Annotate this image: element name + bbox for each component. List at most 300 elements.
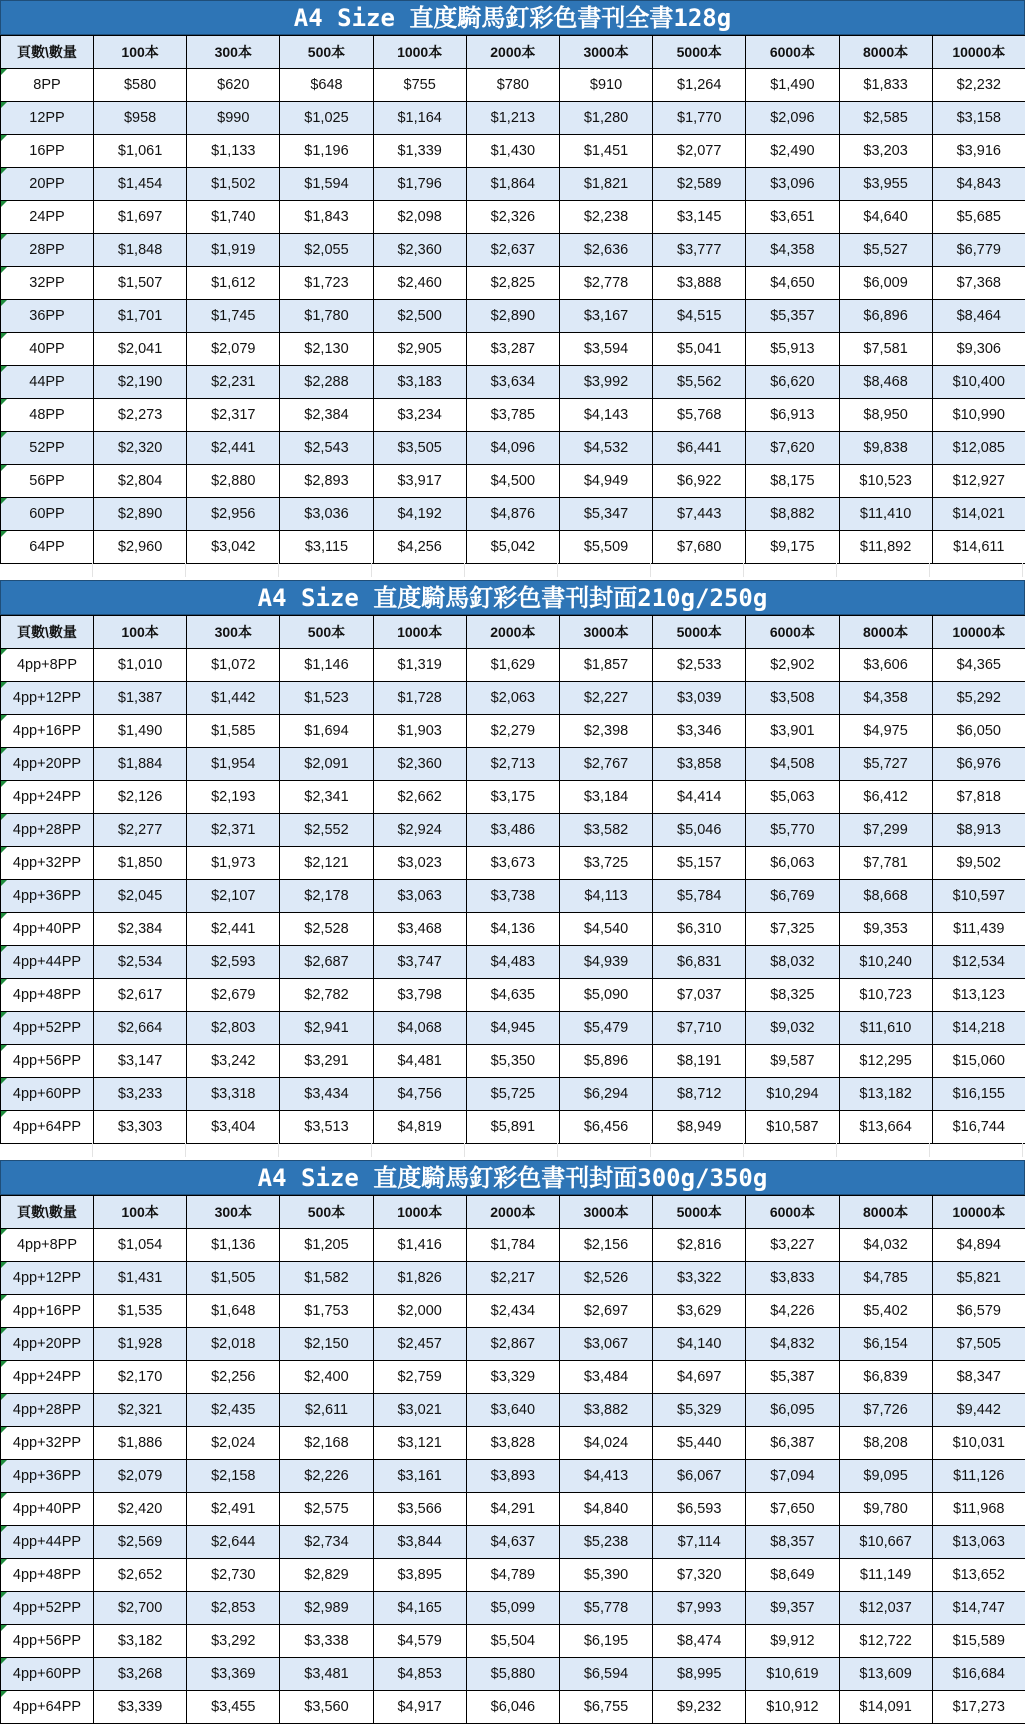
price-cell: $1,196 [280,135,373,168]
header-quantity: 8000本 [839,1196,932,1229]
price-cell: $5,157 [653,847,746,880]
price-cell: $1,387 [94,682,187,715]
row-label-pages: 4pp+48PP [1,1559,94,1592]
price-cell: $2,956 [187,498,280,531]
price-cell: $3,455 [187,1691,280,1724]
price-cell: $10,912 [746,1691,839,1724]
price-cell: $10,400 [932,366,1025,399]
table-row [1,1691,1025,1724]
price-cell: $2,679 [187,979,280,1012]
price-cell: $3,063 [373,880,466,913]
row-label-pages: 4pp+52PP [1,1012,94,1045]
price-cell: $8,882 [746,498,839,531]
price-cell: $990 [187,102,280,135]
price-cell: $3,175 [466,781,559,814]
price-cell: $6,579 [932,1295,1025,1328]
price-cell: $3,833 [746,1262,839,1295]
price-cell: $4,414 [653,781,746,814]
price-cell: $5,350 [466,1045,559,1078]
price-cell: $14,747 [932,1592,1025,1625]
price-cell: $4,256 [373,531,466,564]
price-cell: $14,218 [932,1012,1025,1045]
section-gap [0,563,1025,577]
gap-column-guide [465,563,558,577]
price-cell: $2,384 [94,913,187,946]
table-row [1,201,1025,234]
table-row [1,1460,1025,1493]
price-cell: $2,893 [280,465,373,498]
price-cell: $3,042 [187,531,280,564]
price-cell: $14,021 [932,498,1025,531]
price-cell: $3,917 [373,465,466,498]
price-cell: $10,587 [746,1111,839,1144]
price-cell: $2,273 [94,399,187,432]
price-cell: $1,612 [187,267,280,300]
gap-column-guide [372,1143,465,1157]
price-cell: $5,562 [653,366,746,399]
price-cell: $2,687 [280,946,373,979]
price-cell: $1,585 [187,715,280,748]
price-cell: $3,268 [94,1658,187,1691]
price-cell: $4,789 [466,1559,559,1592]
row-label-pages: 4pp+24PP [1,781,94,814]
price-cell: $10,667 [839,1526,932,1559]
price-cell: $7,620 [746,432,839,465]
section-title: A4 Size 直度騎馬釘彩色書刊封面300g/350g [0,1160,1025,1195]
price-cell: $3,777 [653,234,746,267]
table-row [1,399,1025,432]
price-cell: $4,136 [466,913,559,946]
row-label-pages: 4pp+60PP [1,1658,94,1691]
gap-column-guide [744,1143,837,1157]
header-quantity: 6000本 [746,1196,839,1229]
price-cell: $3,203 [839,135,932,168]
price-cell: $5,509 [559,531,652,564]
price-cell: $12,534 [932,946,1025,979]
price-cell: $2,457 [373,1328,466,1361]
price-cell: $3,115 [280,531,373,564]
price-cell: $10,597 [932,880,1025,913]
price-cell: $3,594 [559,333,652,366]
price-cell: $3,901 [746,715,839,748]
row-label-pages: 40PP [1,333,94,366]
price-cell: $3,227 [746,1229,839,1262]
price-cell: $2,434 [466,1295,559,1328]
header-quantity: 6000本 [746,616,839,649]
table-row [1,333,1025,366]
price-cell: $648 [280,69,373,102]
price-cell: $5,913 [746,333,839,366]
price-cell: $1,025 [280,102,373,135]
header-quantity: 5000本 [653,616,746,649]
price-cell: $6,154 [839,1328,932,1361]
header-row [1,616,1025,649]
price-cell: $4,413 [559,1460,652,1493]
price-cell: $8,208 [839,1427,932,1460]
price-cell: $5,357 [746,300,839,333]
table-row [1,1295,1025,1328]
row-label-pages: 4pp+60PP [1,1078,94,1111]
price-cell: $16,684 [932,1658,1025,1691]
price-cell: $3,303 [94,1111,187,1144]
price-cell: $2,697 [559,1295,652,1328]
price-cell: $2,256 [187,1361,280,1394]
price-cell: $1,535 [94,1295,187,1328]
price-cell: $2,079 [94,1460,187,1493]
table-row [1,682,1025,715]
section-title: A4 Size 直度騎馬釘彩色書刊封面210g/250g [0,580,1025,615]
price-cell: $6,922 [653,465,746,498]
table-row [1,300,1025,333]
table-row [1,1328,1025,1361]
header-pages-quantity: 頁數\數量 [1,1196,94,1229]
row-label-pages: 4pp+8PP [1,649,94,682]
header-quantity: 500本 [280,1196,373,1229]
price-cell: $5,778 [559,1592,652,1625]
price-cell: $5,390 [559,1559,652,1592]
price-cell: $3,640 [466,1394,559,1427]
row-label-pages: 4pp+12PP [1,1262,94,1295]
price-cell: $1,280 [559,102,652,135]
row-label-pages: 16PP [1,135,94,168]
price-cell: $7,818 [932,781,1025,814]
price-cell: $4,192 [373,498,466,531]
price-cell: $1,582 [280,1262,373,1295]
price-cell: $8,032 [746,946,839,979]
price-cell: $2,000 [373,1295,466,1328]
price-cell: $6,839 [839,1361,932,1394]
table-row [1,1658,1025,1691]
price-cell: $2,217 [466,1262,559,1295]
price-cell: $3,513 [280,1111,373,1144]
price-cell: $11,149 [839,1559,932,1592]
price-cell: $4,832 [746,1328,839,1361]
price-cell: $4,756 [373,1078,466,1111]
price-cell: $5,042 [466,531,559,564]
gap-column-guide [930,1143,1023,1157]
price-cell: $2,890 [94,498,187,531]
price-cell: $2,277 [94,814,187,847]
row-label-pages: 36PP [1,300,94,333]
row-label-pages: 48PP [1,399,94,432]
price-cell: $2,636 [559,234,652,267]
row-label-pages: 52PP [1,432,94,465]
price-cell: $13,063 [932,1526,1025,1559]
price-cell: $7,037 [653,979,746,1012]
price-cell: $1,054 [94,1229,187,1262]
header-quantity: 10000本 [932,36,1025,69]
row-label-pages: 28PP [1,234,94,267]
price-cell: $15,060 [932,1045,1025,1078]
price-cell: $2,526 [559,1262,652,1295]
price-cell: $4,508 [746,748,839,781]
price-cell: $8,995 [653,1658,746,1691]
price-cell: $9,353 [839,913,932,946]
price-cell: $3,346 [653,715,746,748]
price-cell: $6,050 [932,715,1025,748]
price-cell: $1,780 [280,300,373,333]
price-cell: $2,130 [280,333,373,366]
price-cell: $1,146 [280,649,373,682]
price-cell: $4,365 [932,649,1025,682]
table-row [1,267,1025,300]
price-cell: $5,784 [653,880,746,913]
price-cell: $2,500 [373,300,466,333]
row-label-pages: 4pp+40PP [1,1493,94,1526]
section-title: A4 Size 直度騎馬釘彩色書刊全書128g [0,0,1025,35]
price-cell: $3,167 [559,300,652,333]
price-cell: $1,770 [653,102,746,135]
price-cell: $14,611 [932,531,1025,564]
price-cell: $620 [187,69,280,102]
price-cell: $2,759 [373,1361,466,1394]
price-cell: $3,882 [559,1394,652,1427]
price-cell: $14,091 [839,1691,932,1724]
row-label-pages: 4pp+56PP [1,1625,94,1658]
price-cell: $3,992 [559,366,652,399]
header-quantity: 1000本 [373,616,466,649]
price-cell: $8,325 [746,979,839,1012]
price-cell: $5,063 [746,781,839,814]
table-row [1,1262,1025,1295]
header-quantity: 3000本 [559,36,652,69]
price-cell: $2,107 [187,880,280,913]
price-cell: $2,055 [280,234,373,267]
price-cell: $13,123 [932,979,1025,1012]
table-row [1,1045,1025,1078]
price-cell: $16,155 [932,1078,1025,1111]
row-label-pages: 4pp+32PP [1,847,94,880]
header-quantity: 300本 [187,1196,280,1229]
price-cell: $1,796 [373,168,466,201]
row-label-pages: 4pp+32PP [1,1427,94,1460]
price-cell: $3,329 [466,1361,559,1394]
price-cell: $10,619 [746,1658,839,1691]
price-cell: $2,168 [280,1427,373,1460]
price-cell: $2,491 [187,1493,280,1526]
price-cell: $4,785 [839,1262,932,1295]
table-row [1,748,1025,781]
price-cell: $12,722 [839,1625,932,1658]
price-cell: $4,500 [466,465,559,498]
price-cell: $4,358 [746,234,839,267]
price-cell: $2,880 [187,465,280,498]
row-label-pages: 4pp+24PP [1,1361,94,1394]
price-cell: $8,474 [653,1625,746,1658]
header-quantity: 3000本 [559,616,652,649]
price-cell: $3,339 [94,1691,187,1724]
price-cell: $1,884 [94,748,187,781]
price-cell: $1,454 [94,168,187,201]
table-row [1,1078,1025,1111]
price-cell: $8,668 [839,880,932,913]
price-cell: $6,976 [932,748,1025,781]
price-cell: $2,575 [280,1493,373,1526]
price-cell: $5,046 [653,814,746,847]
price-cell: $17,273 [932,1691,1025,1724]
price-cell: $2,825 [466,267,559,300]
price-cell: $1,973 [187,847,280,880]
price-cell: $4,483 [466,946,559,979]
price-cell: $7,443 [653,498,746,531]
price-cell: $7,581 [839,333,932,366]
header-quantity: 2000本 [466,1196,559,1229]
price-cell: $5,527 [839,234,932,267]
row-label-pages: 4pp+28PP [1,1394,94,1427]
price-cell: $755 [373,69,466,102]
price-cell: $2,569 [94,1526,187,1559]
price-cell: $1,523 [280,682,373,715]
price-cell: $2,960 [94,531,187,564]
price-cell: $2,441 [187,913,280,946]
price-cell: $3,434 [280,1078,373,1111]
price-cell: $5,041 [653,333,746,366]
row-label-pages: 4pp+8PP [1,1229,94,1262]
price-cell: $16,744 [932,1111,1025,1144]
price-cell: $3,785 [466,399,559,432]
price-cell: $1,431 [94,1262,187,1295]
price-cell: $8,712 [653,1078,746,1111]
price-cell: $9,838 [839,432,932,465]
header-quantity: 300本 [187,36,280,69]
row-label-pages: 24PP [1,201,94,234]
header-quantity: 5000本 [653,36,746,69]
table-row [1,432,1025,465]
price-cell: $4,032 [839,1229,932,1262]
price-cell: $7,505 [932,1328,1025,1361]
header-quantity: 100本 [94,616,187,649]
price-cell: $1,857 [559,649,652,682]
price-cell: $2,156 [559,1229,652,1262]
price-cell: $3,233 [94,1078,187,1111]
gap-column-guide [744,563,837,577]
price-cell: $2,320 [94,432,187,465]
price-cell: $3,322 [653,1262,746,1295]
price-cell: $1,954 [187,748,280,781]
row-label-pages: 4pp+36PP [1,1460,94,1493]
price-cell: $4,894 [932,1229,1025,1262]
row-label-pages: 8PP [1,69,94,102]
table-row [1,814,1025,847]
price-cell: $4,697 [653,1361,746,1394]
price-cell: $2,400 [280,1361,373,1394]
price-cell: $2,662 [373,781,466,814]
price-cell: $1,339 [373,135,466,168]
header-quantity: 300本 [187,616,280,649]
row-label-pages: 4pp+20PP [1,1328,94,1361]
gap-column-guide [558,1143,651,1157]
price-cell: $1,164 [373,102,466,135]
price-cell: $2,232 [932,69,1025,102]
price-cell: $2,589 [653,168,746,201]
price-cell: $4,853 [373,1658,466,1691]
price-cell: $1,629 [466,649,559,682]
price-cell: $4,226 [746,1295,839,1328]
price-cell: $2,924 [373,814,466,847]
price-cell: $1,697 [94,201,187,234]
price-cell: $10,240 [839,946,932,979]
header-quantity: 8000本 [839,616,932,649]
price-cell: $6,769 [746,880,839,913]
price-cell: $2,238 [559,201,652,234]
price-cell: $11,126 [932,1460,1025,1493]
price-cell: $2,079 [187,333,280,366]
price-cell: $5,504 [466,1625,559,1658]
price-cell: $4,843 [932,168,1025,201]
price-cell: $2,227 [559,682,652,715]
price-cell: $8,191 [653,1045,746,1078]
table-row [1,168,1025,201]
price-cell: $7,726 [839,1394,932,1427]
price-cell: $3,798 [373,979,466,1012]
gap-column-guide [93,563,186,577]
price-cell: $9,032 [746,1012,839,1045]
price-cell: $1,430 [466,135,559,168]
price-cell: $9,095 [839,1460,932,1493]
price-cell: $6,456 [559,1111,652,1144]
header-quantity: 5000本 [653,1196,746,1229]
price-cell: $9,306 [932,333,1025,366]
price-cell: $2,279 [466,715,559,748]
header-quantity: 1000本 [373,1196,466,1229]
price-cell: $7,993 [653,1592,746,1625]
price-cell: $7,114 [653,1526,746,1559]
price-cell: $7,325 [746,913,839,946]
price-cell: $3,369 [187,1658,280,1691]
price-cell: $3,508 [746,682,839,715]
table-row [1,715,1025,748]
price-cell: $11,968 [932,1493,1025,1526]
gap-column-guide [0,1143,93,1157]
price-cell: $7,094 [746,1460,839,1493]
price-cell: $3,844 [373,1526,466,1559]
price-cell: $1,451 [559,135,652,168]
table-row [1,913,1025,946]
price-cell: $12,037 [839,1592,932,1625]
row-label-pages: 4pp+44PP [1,946,94,979]
price-cell: $4,640 [839,201,932,234]
price-cell: $4,540 [559,913,652,946]
price-cell: $7,650 [746,1493,839,1526]
price-cell: $2,098 [373,201,466,234]
price-cell: $2,063 [466,682,559,715]
price-cell: $3,629 [653,1295,746,1328]
price-cell: $8,357 [746,1526,839,1559]
price-cell: $2,730 [187,1559,280,1592]
price-cell: $3,287 [466,333,559,366]
price-cell: $1,740 [187,201,280,234]
price-cell: $3,955 [839,168,932,201]
row-label-pages: 4pp+16PP [1,1295,94,1328]
price-cell: $2,543 [280,432,373,465]
price-cell: $1,833 [839,69,932,102]
price-cell: $6,095 [746,1394,839,1427]
price-cell: $1,505 [187,1262,280,1295]
price-cell: $6,594 [559,1658,652,1691]
row-label-pages: 20PP [1,168,94,201]
price-cell: $4,068 [373,1012,466,1045]
row-label-pages: 4pp+44PP [1,1526,94,1559]
gap-column-guide [372,563,465,577]
price-cell: $1,594 [280,168,373,201]
price-cell: $6,593 [653,1493,746,1526]
price-cell: $1,010 [94,649,187,682]
price-cell: $1,205 [280,1229,373,1262]
gap-column-guide [279,563,372,577]
price-cell: $2,341 [280,781,373,814]
price-cell: $13,652 [932,1559,1025,1592]
price-cell: $5,768 [653,399,746,432]
